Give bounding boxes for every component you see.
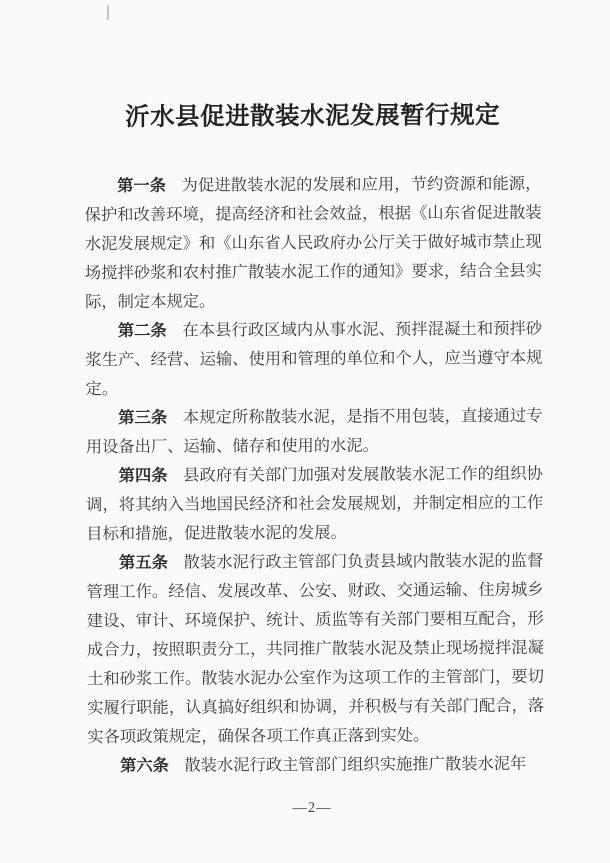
article-label-4: 第四条 — [118, 465, 168, 486]
page-number: —2— — [292, 799, 332, 817]
article-paragraph-4 — [86, 459, 543, 548]
article-paragraph-6 — [87, 749, 544, 780]
document-title: 沂水县促进散装水泥发展暂行规定 — [125, 102, 501, 131]
article-text-6: 散装水泥行政主管部门组织实施推广散装水泥年 — [184, 753, 527, 775]
scan-artifact-mark — [107, 5, 110, 20]
article-text-5: 散装水泥行政主管部门负责县域内散装水泥的监督管理工作。经信、发展改革、公安、财政、交通运输、住房城乡建设、审计、环境保护、统计、质监等有关部门要相互配合，形成合力，按照职责分工，共同推广散装水泥及禁止现场搅拌混凝土和砂浆工作。散装水泥办公室作为这项工作的主管部门，要切实履行职能，认真搞好组织和协调，并积极与有关部门配合，落实各项政策规定，确保各项工作真正落到实处。 — [86, 550, 545, 747]
article-label-1: 第一条 — [116, 175, 167, 196]
article-label-6: 第六条 — [120, 755, 169, 776]
article-paragraph-3 — [86, 401, 543, 461]
article-paragraph-5 — [86, 546, 544, 751]
article-paragraph-1 — [84, 169, 542, 316]
article-paragraph-2 — [85, 314, 542, 403]
document-body — [84, 99, 545, 780]
article-label-3: 第三条 — [118, 407, 168, 428]
article-label-5: 第五条 — [118, 552, 169, 573]
article-text-4: 县政府有关部门加强对发展散装水泥工作的组织协调，将其纳入当地国民经济和社会发展规划，并制定相应的工作目标和措施，促进散装水泥的发展。 — [86, 463, 544, 544]
article-text-3: 本规定所称散装水泥，是指不用包装，直接通过专用设备出厂、运输、储存和使用的水泥。 — [85, 405, 543, 457]
article-text-1: 为促进散装水泥的发展和应用，节约资源和能源，保护和改善环境，提高经济和社会效益，根据《山东省促进散装水泥发展规定》和《山东省人民政府办公厅关于做好城市禁止现场搅拌砂浆和农村推广散装水泥工作的通知》要求，结合全县实际，制定本规定。 — [84, 173, 542, 312]
article-text-2: 在本县行政区域内从事水泥、预拌混凝土和预拌砂浆生产、经营、运输、使用和管理的单位和个人，应当遵守本规定。 — [85, 318, 543, 399]
article-label-2: 第二条 — [117, 320, 167, 341]
